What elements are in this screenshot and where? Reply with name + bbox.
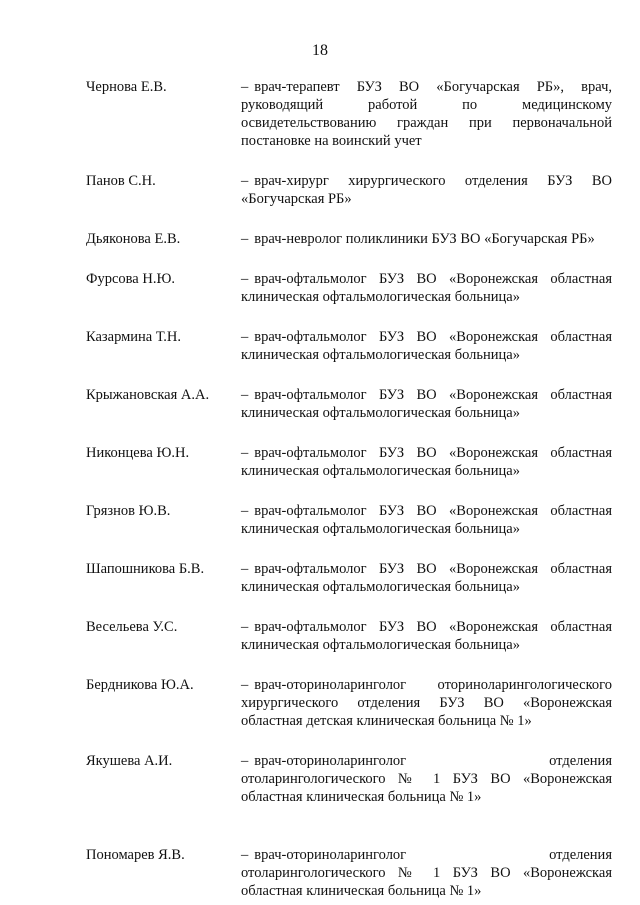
dash-mark: –	[241, 79, 249, 95]
entry-shaposhnikova	[86, 560, 612, 596]
commission-member-list	[86, 78, 612, 900]
dash-mark: –	[241, 329, 249, 345]
entry-chernova	[86, 78, 612, 150]
entry-kryzhanovskaya	[86, 386, 612, 422]
member-role-text: врач-невролог поликлиники БУЗ ВО «Богучарская РБ»	[254, 231, 595, 247]
member-role	[241, 386, 612, 422]
member-role	[241, 230, 612, 248]
member-name: Дьяконова Е.В.	[86, 231, 181, 247]
member-role-text: врач-офтальмолог БУЗ ВО «Воронежская областная клиническая офтальмологическая больница»	[241, 329, 612, 363]
dash-mark: –	[241, 677, 249, 693]
entry-dyakonova	[86, 230, 612, 248]
member-name: Грязнов Ю.В.	[86, 503, 171, 519]
dash-mark: –	[241, 231, 249, 247]
dash-mark: –	[241, 847, 249, 863]
member-role	[241, 502, 612, 538]
entry-berdnikova	[86, 676, 612, 730]
member-name: Казармина Т.Н.	[86, 329, 181, 345]
entry-nikontseva	[86, 444, 612, 480]
dash-mark: –	[241, 753, 249, 769]
member-role	[241, 172, 612, 208]
member-role-text: врач-офтальмолог БУЗ ВО «Воронежская областная клиническая офтальмологическая больница»	[241, 387, 612, 421]
member-role	[241, 328, 612, 364]
dash-mark: –	[241, 387, 249, 403]
member-name: Весельева У.С.	[86, 619, 178, 635]
member-role-text: врач-офтальмолог БУЗ ВО «Воронежская областная клиническая офтальмологическая больница»	[241, 619, 612, 653]
member-name: Крыжановская А.А.	[86, 387, 210, 403]
member-name: Шапошникова Б.В.	[86, 561, 205, 577]
member-name: Панов С.Н.	[86, 173, 156, 189]
member-role-text: врач-терапевт БУЗ ВО «Богучарская РБ», врач, руководящий работой по медицинскому освидетельствованию граждан при первоначальной постановке на воинский учет	[241, 79, 612, 149]
member-role	[241, 560, 612, 596]
member-role-text: врач-хирург хирургического отделения БУЗ ВО «Богучарская РБ»	[241, 173, 612, 207]
member-role-text: врач-оториноларинголог отделения отоларингологического № 1 БУЗ ВО «Воронежская областная клиническая больница № 1»	[241, 847, 612, 899]
entry-ponomarev	[86, 846, 612, 900]
member-role	[241, 752, 612, 806]
member-role-text: врач-офтальмолог БУЗ ВО «Воронежская областная клиническая офтальмологическая больница»	[241, 503, 612, 537]
member-role-text: врач-оториноларинголог отделения отоларингологического № 1 БУЗ ВО «Воронежская областная клиническая больница № 1»	[241, 753, 612, 805]
dash-mark: –	[241, 271, 249, 287]
member-role	[241, 78, 612, 150]
member-role	[241, 618, 612, 654]
member-role-text: врач-оториноларинголог оториноларингологического хирургического отделения БУЗ ВО «Воронежская областная детская клиническая больница № 1»	[241, 677, 612, 729]
entry-panov	[86, 172, 612, 208]
member-name: Пономарев Я.В.	[86, 847, 185, 863]
member-role	[241, 270, 612, 306]
member-role-text: врач-офтальмолог БУЗ ВО «Воронежская областная клиническая офтальмологическая больница»	[241, 445, 612, 479]
member-role	[241, 676, 612, 730]
entry-gryaznov	[86, 502, 612, 538]
member-role	[241, 846, 612, 900]
dash-mark: –	[241, 445, 249, 461]
dash-mark: –	[241, 619, 249, 635]
page-number: 18	[312, 42, 328, 59]
member-role-text: врач-офтальмолог БУЗ ВО «Воронежская областная клиническая офтальмологическая больница»	[241, 271, 612, 305]
dash-mark: –	[241, 503, 249, 519]
member-role	[241, 444, 612, 480]
member-role-text: врач-офтальмолог БУЗ ВО «Воронежская областная клиническая офтальмологическая больница»	[241, 561, 612, 595]
dash-mark: –	[241, 173, 249, 189]
entry-fursova	[86, 270, 612, 306]
member-name: Чернова Е.В.	[86, 79, 167, 95]
member-name: Никонцева Ю.Н.	[86, 445, 190, 461]
entry-yakusheva	[86, 752, 612, 806]
member-name: Фурсова Н.Ю.	[86, 271, 175, 287]
dash-mark: –	[241, 561, 249, 577]
member-name: Якушева А.И.	[86, 753, 173, 769]
entry-veselyeva	[86, 618, 612, 654]
member-name: Бердникова Ю.А.	[86, 677, 194, 693]
entry-kazarmina	[86, 328, 612, 364]
